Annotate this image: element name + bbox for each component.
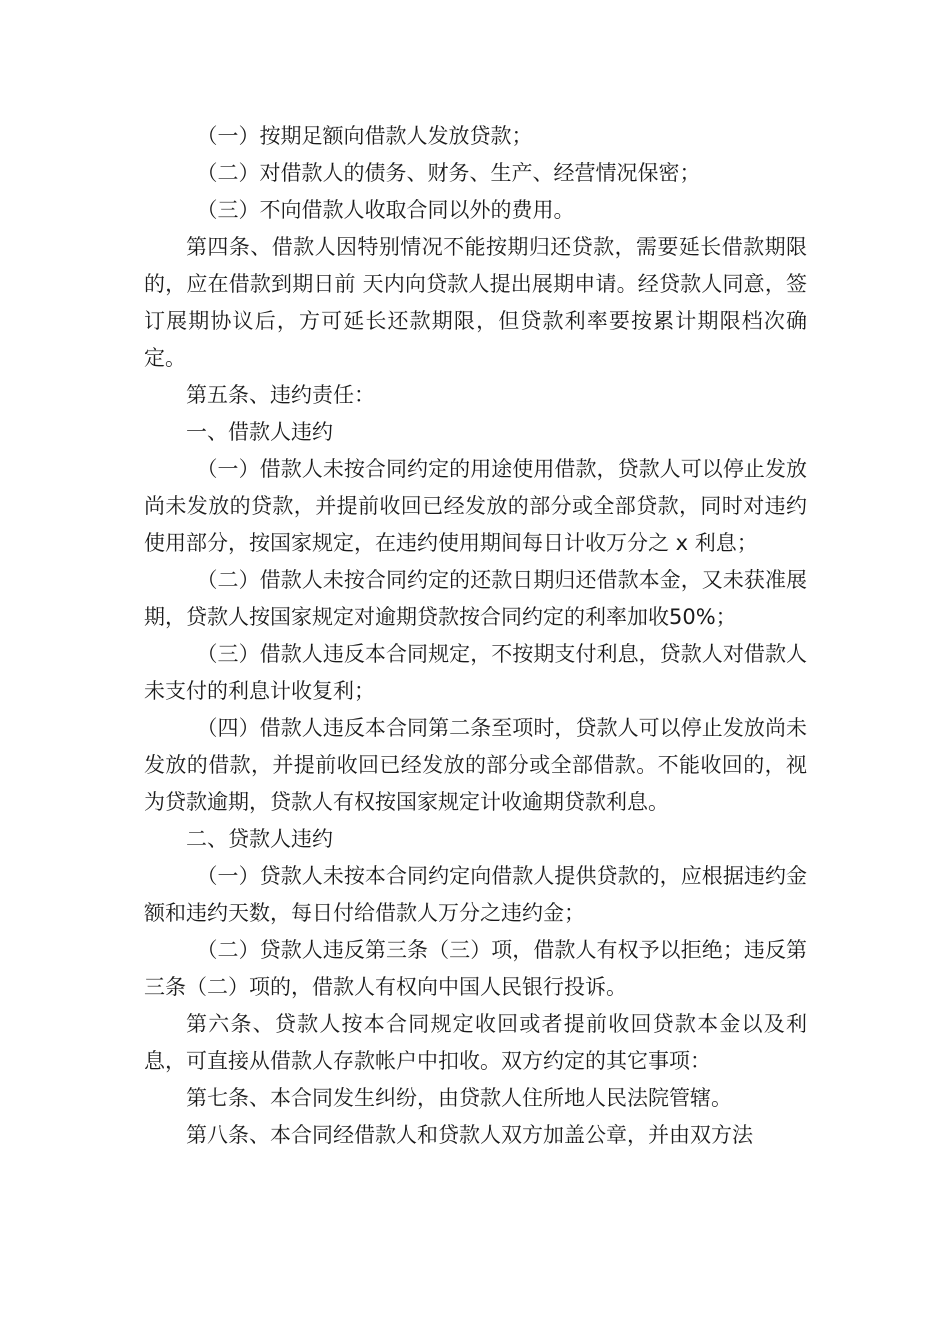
borrower-breach-4: （四）借款人违反本合同第二条至项时，贷款人可以停止发放尚未发放的借款，并提前收回已经发放的部分或全部借款。不能收回的，视为贷款逾期，贷款人有权按国家规定计收逾期贷款利息。: [144, 716, 807, 814]
article-6: 第六条、贷款人按本合同规定收回或者提前收回贷款本金以及利息，可直接从借款人存款帐户中扣收。双方约定的其它事项：: [144, 1012, 807, 1073]
borrower-breach-2: （二）借款人未按合同约定的还款日期归还借款本金，又未获准展期，贷款人按国家规定对逾期贷款按合同约定的利率加收50%；: [144, 568, 807, 629]
lender-breach-2: （二）贷款人违反第三条（三）项，借款人有权予以拒绝；违反第三条（二）项的，借款人有权向中国人民银行投诉。: [144, 938, 807, 999]
borrower-breach-1: （一）借款人未按合同约定的用途使用借款，贷款人可以停止发放尚未发放的贷款，并提前收回已经发放的部分或全部贷款，同时对违约使用部分，按国家规定，在违约使用期间每日计收万分之 x 利息；: [144, 457, 807, 555]
clause-lender-duty-3: （三）不向借款人收取合同以外的费用。: [196, 198, 575, 222]
article-7: 第七条、本合同发生纠纷，由贷款人住所地人民法院管辖。: [186, 1086, 732, 1110]
lender-breach-1: （一）贷款人未按本合同约定向借款人提供贷款的，应根据违约金额和违约天数，每日付给借款人万分之违约金；: [144, 864, 807, 925]
article-8: 第八条、本合同经借款人和贷款人双方加盖公章，并由双方法: [186, 1123, 753, 1147]
clause-lender-duty-2: （二）对借款人的债务、财务、生产、经营情况保密；: [196, 161, 701, 185]
borrower-breach-heading: 一、借款人违约: [186, 420, 333, 444]
article-4: 第四条、借款人因特别情况不能按期归还贷款，需要延长借款期限的，应在借款到期日前 天内向贷款人提出展期申请。经贷款人同意，签订展期协议后，方可延长还款期限，但贷款利率要按累计期限档次确定。: [144, 235, 807, 370]
document-body: [144, 118, 807, 1154]
article-5-heading: 第五条、违约责任：: [186, 383, 375, 407]
lender-breach-heading: 二、贷款人违约: [186, 827, 333, 851]
clause-lender-duty-1: （一）按期足额向借款人发放贷款；: [196, 124, 533, 148]
borrower-breach-3: （三）借款人违反本合同规定，不按期支付利息，贷款人对借款人未支付的利息计收复利；: [144, 642, 807, 703]
